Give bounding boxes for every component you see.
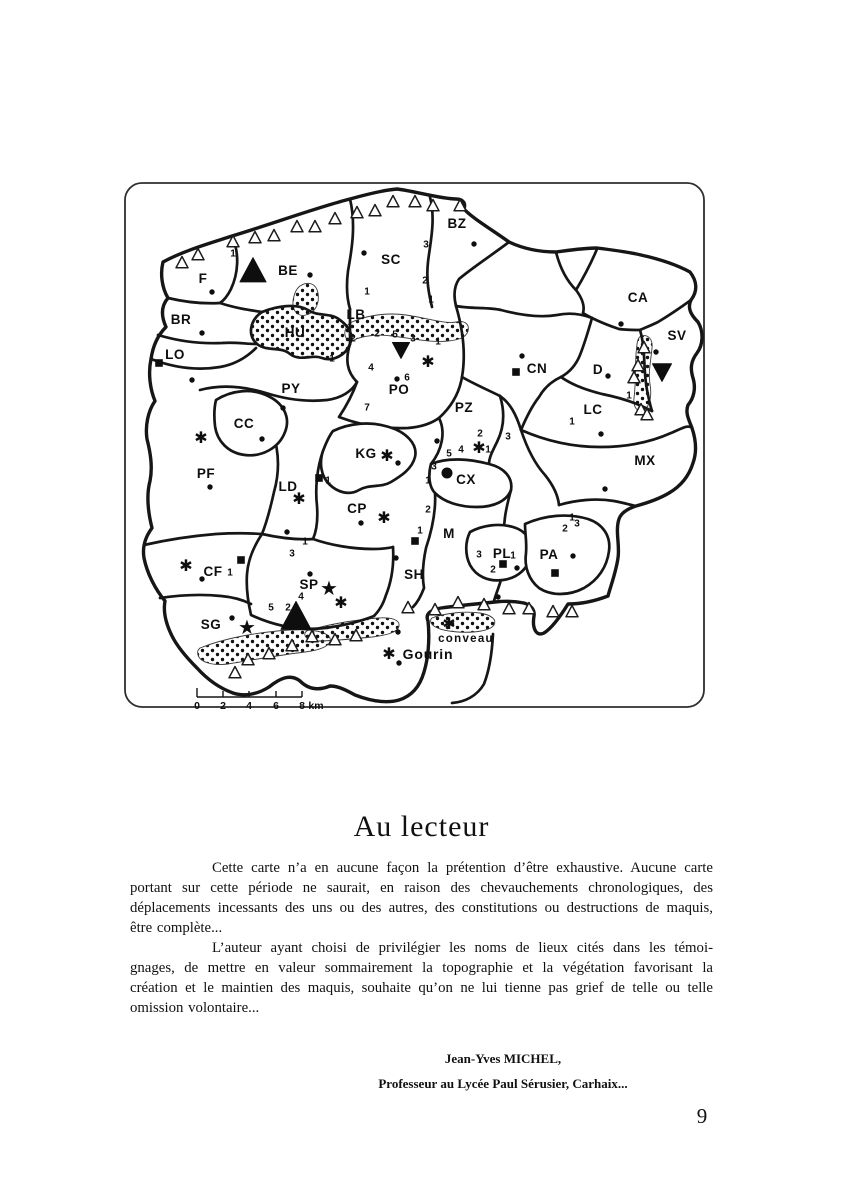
village-dot	[209, 289, 214, 294]
town-dot	[442, 468, 453, 479]
village-dot	[307, 272, 312, 277]
village-dot	[653, 349, 658, 354]
village-dot	[284, 529, 289, 534]
region-label-mx: MX	[634, 453, 656, 468]
asterisk-marker: ✱	[179, 556, 193, 575]
count-number: 1	[569, 512, 575, 524]
village-dot	[361, 250, 366, 255]
count-number: 2	[350, 333, 356, 345]
village-dot	[259, 436, 264, 441]
region-label-cc: CC	[233, 416, 255, 431]
square-marker	[237, 556, 245, 564]
count-number: 3	[574, 518, 580, 530]
count-number: 1	[325, 475, 331, 487]
paragraph-line: création et le maintien des maquis, souhaite qu’on ne lui tienne pas grief de telle ou telle	[130, 980, 713, 996]
count-number: 2	[425, 504, 431, 516]
village-dot	[358, 520, 363, 525]
village-dot	[434, 438, 439, 443]
paragraph-line: gnages, de mettre en valeur sommairement la topographie et la végétation favorisant la	[130, 960, 713, 976]
count-number: 3	[289, 548, 295, 560]
village-dot	[602, 486, 607, 491]
village-dot	[199, 330, 204, 335]
region-label-po: PO	[388, 382, 410, 397]
region-label-ld: LD	[278, 479, 298, 494]
count-number: 3	[505, 431, 511, 443]
count-number: 1	[510, 550, 516, 562]
village-dot	[514, 565, 519, 570]
region-label-kg: KG	[355, 446, 377, 461]
asterisk-marker: ✱	[292, 489, 306, 508]
village-dot	[393, 555, 398, 560]
asterisk-marker: ✱	[421, 352, 435, 371]
signature-block	[303, 1051, 703, 1092]
count-number: 4	[298, 591, 304, 603]
star-marker: ★	[238, 615, 256, 639]
region-label-sp: SP	[299, 577, 319, 592]
count-number: 1	[230, 248, 236, 260]
region-label-cx: CX	[456, 472, 476, 487]
region-label-py: PY	[281, 381, 301, 396]
count-number: 2	[422, 275, 428, 287]
count-number: 1	[485, 444, 491, 456]
asterisk-marker: ✱	[377, 508, 391, 527]
count-number: 1	[435, 336, 441, 348]
asterisk-marker: ✱	[334, 593, 348, 612]
count-number: 1	[569, 416, 575, 428]
scale-tick-label: 2	[220, 700, 226, 712]
region-label-bz: BZ	[447, 216, 467, 231]
village-dot	[495, 594, 500, 599]
square-marker	[411, 537, 419, 545]
square-marker	[512, 368, 520, 376]
paragraph-line: portant sur cette période ne saurait, en raison des chevauchements chronologiques, des	[130, 880, 713, 896]
village-dot	[598, 431, 603, 436]
count-number: 3	[431, 461, 437, 473]
count-number: 1	[364, 286, 370, 298]
village-dot	[394, 376, 399, 381]
count-number: 1	[425, 475, 431, 487]
body-paragraph	[130, 858, 713, 1018]
village-dot	[280, 405, 285, 410]
count-number: 3	[476, 549, 482, 561]
region-label-cn: CN	[526, 361, 548, 376]
square-marker	[499, 560, 507, 568]
count-number: 5	[268, 602, 274, 614]
count-number: 3	[410, 333, 416, 345]
asterisk-marker: ✱	[472, 438, 486, 457]
signature-name: Jean-Yves MICHEL,	[444, 1051, 562, 1066]
village-dot	[471, 241, 476, 246]
count-number: 7	[364, 402, 370, 414]
region-label-m: M	[443, 526, 455, 541]
region-label-lb: LB	[346, 307, 366, 322]
count-number: 5	[446, 448, 452, 460]
place-label-gourin: Gourin	[402, 646, 454, 662]
village-dot	[229, 615, 234, 620]
region-label-lo: LO	[165, 347, 185, 362]
paragraph-line: omission volontaire...	[130, 1000, 260, 1016]
region-label-f: F	[198, 271, 208, 286]
count-number: 1	[626, 390, 632, 402]
count-number: 2	[490, 564, 496, 576]
village-dot	[207, 484, 212, 489]
scale-unit-label: km	[308, 700, 324, 712]
scale-tick-label: 8	[299, 700, 305, 712]
region-label-sc: SC	[381, 252, 401, 267]
count-number: 1	[302, 536, 308, 548]
count-number: 2	[374, 328, 380, 340]
village-dot	[396, 660, 401, 665]
village-dot	[307, 571, 312, 576]
region-label-cf: CF	[203, 564, 223, 579]
paragraph-line: Cette carte n’a en aucune façon la prétention d’être exhaustive. Aucune carte	[212, 860, 713, 876]
village-dot	[395, 460, 400, 465]
square-marker	[315, 474, 323, 482]
region-label-sh: SH	[404, 567, 424, 582]
region-label-be: BE	[278, 263, 298, 278]
village-dot	[189, 377, 194, 382]
count-number: 4	[368, 362, 374, 374]
star-marker: ★	[320, 576, 338, 600]
count-number: 1	[329, 353, 335, 365]
scale-tick-label: 4	[246, 700, 252, 712]
count-number: 1	[428, 294, 434, 306]
paragraph-line: L’auteur ayant choisi de privilégier les noms de lieux cités dans les témoi-	[212, 940, 713, 956]
village-dot	[395, 629, 400, 634]
village-dot	[570, 553, 575, 558]
region-label-hu: HU	[284, 325, 306, 340]
count-number: 2	[477, 428, 483, 440]
scale-tick-label: 6	[273, 700, 279, 712]
square-marker	[551, 569, 559, 577]
region-label-cp: CP	[347, 501, 367, 516]
count-number: 5	[392, 329, 398, 341]
count-number: 2	[285, 602, 291, 614]
count-number: 6	[404, 372, 410, 384]
region-label-ca: CA	[627, 290, 649, 305]
village-dot	[605, 373, 610, 378]
scale-tick-label: 0	[194, 700, 200, 712]
paragraph-line: déplacements incessants des uns ou des autres, des constitutions ou destructions de maquis,	[130, 900, 713, 916]
village-dot	[519, 353, 524, 358]
region-label-sv: SV	[667, 328, 687, 343]
asterisk-marker: ✱	[442, 614, 456, 633]
count-number: 1	[417, 525, 423, 537]
place-label-conveau: conveau	[438, 633, 494, 645]
region-label-br: BR	[170, 312, 192, 327]
signature-title: Professeur au Lycée Paul Sérusier, Carhaix...	[378, 1076, 628, 1091]
count-number: 3	[423, 239, 429, 251]
paragraph-line: être complète...	[130, 920, 223, 936]
page-number: 9	[696, 1104, 708, 1128]
square-marker	[155, 359, 163, 367]
page-title: Au lecteur	[353, 810, 490, 843]
asterisk-marker: ✱	[194, 428, 208, 447]
region-label-lc: LC	[583, 402, 603, 417]
region-label-pa: PA	[539, 547, 559, 562]
asterisk-marker: ✱	[382, 644, 396, 663]
region-label-pf: PF	[196, 466, 216, 481]
count-number: 2	[562, 523, 568, 535]
region-label-pz: PZ	[454, 400, 474, 415]
village-dot	[618, 321, 623, 326]
count-number: 1	[227, 567, 233, 579]
region-label-pl: PL	[492, 546, 512, 561]
asterisk-marker: ✱	[380, 446, 394, 465]
region-label-d: D	[592, 362, 604, 377]
count-number: 4	[458, 444, 464, 456]
region-label-sg: SG	[200, 617, 222, 632]
